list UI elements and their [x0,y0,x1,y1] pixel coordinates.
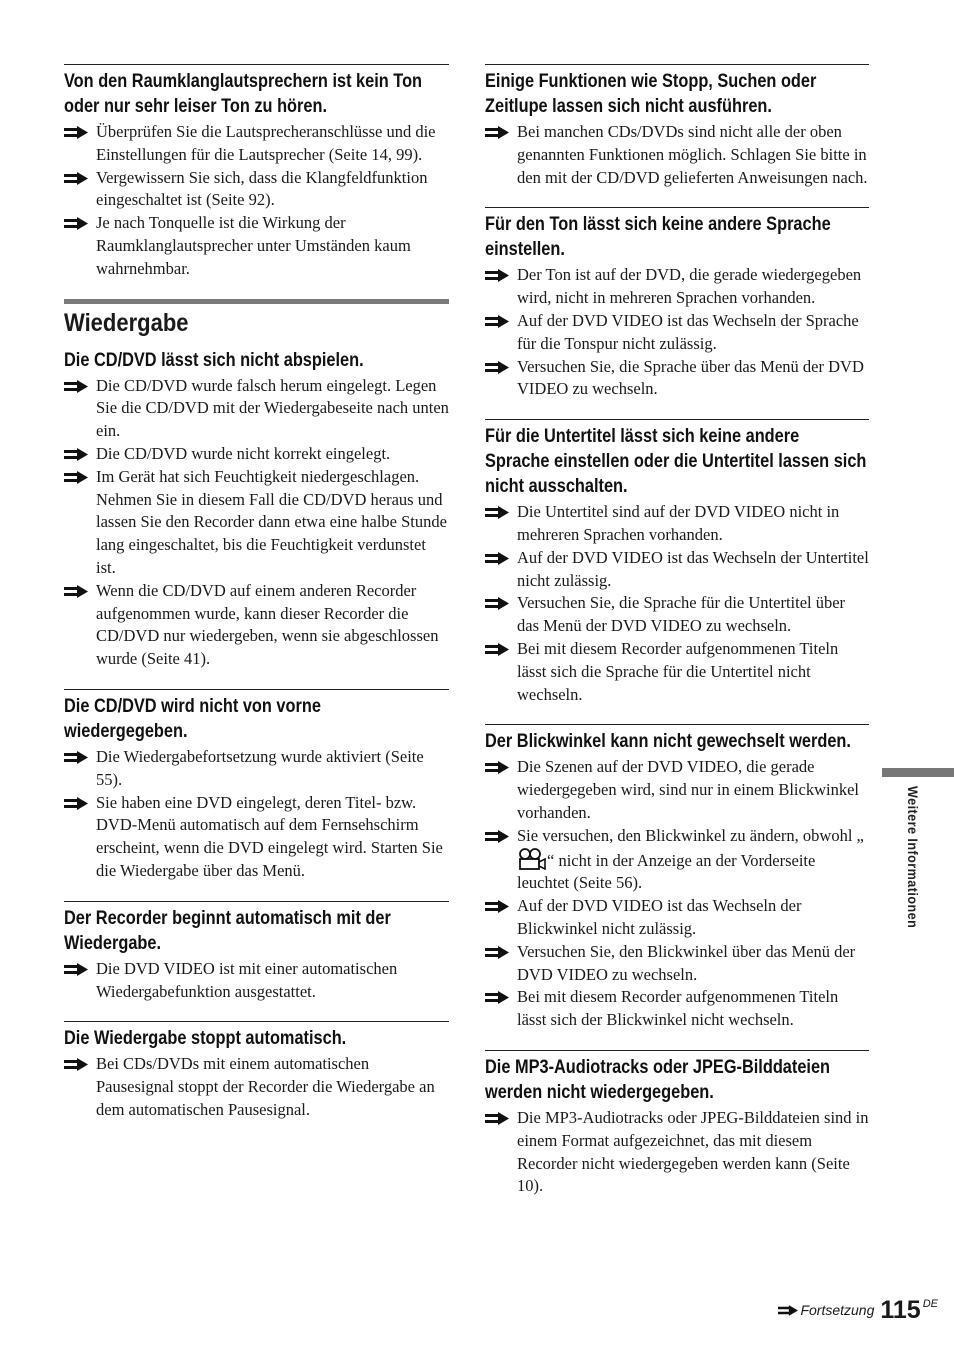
continuation-note [778,1302,874,1324]
item-list [64,746,449,883]
list-item [64,958,449,1004]
camera-icon [517,848,547,870]
item-text: Bei manchen CDs/DVDs sind nicht alle der oben genannten Funktionen möglich. Schlagen Sie bitte in den mit der CD/DVD gelieferten Anweisungen nach. [517,122,868,187]
list-item [485,592,869,638]
item-text: Versuchen Sie, die Sprache für die Untertitel über das Menü der DVD VIDEO zu wechseln. [517,593,846,636]
continue-label: Fortsetzung [800,1302,875,1318]
section-not-from-start [64,689,449,883]
section-heading: Die CD/DVD wird nicht von vorne wiedergegeben. [64,695,321,742]
section-heading: Für den Ton lässt sich keine andere Sprache einstellen. [485,214,831,261]
item-list [485,1107,869,1198]
list-item [64,212,449,280]
list-item [485,356,869,402]
item-text: Bei mit diesem Recorder aufgenommenen Titeln lässt sich der Blickwinkel nicht wechseln. [517,987,839,1030]
item-text: Bei mit diesem Recorder aufgenommenen Titeln lässt sich die Sprache für die Untertitel nicht wechseln. [517,638,839,704]
page-number: 115 [880,1296,921,1324]
item-list [485,501,869,706]
list-item [485,638,869,706]
arrow-icon [64,126,88,139]
arrow-icon [64,751,88,764]
item-text: Überprüfen Sie die Lautsprecheranschlüsse und die Einstellungen für die Lautsprecher (Seite 14, 99). [96,122,436,164]
section-heading: Der Recorder beginnt automatisch mit der Wiedergabe. [64,907,391,954]
arrow-icon [485,552,509,565]
item-text: Auf der DVD VIDEO ist das Wechseln der Sprache für die Tonspur nicht zulässig. [517,310,859,353]
item-text: Bei CDs/DVDs mit einem automatischen Pausesignal stoppt der Recorder die Wiedergabe an dem automatischen Pausesignal. [96,1054,435,1119]
arrow-icon [485,643,509,656]
item-list [64,958,449,1004]
list-item [485,121,869,189]
section-angle [485,724,869,1032]
item-text: Vergewissern Sie sich, dass die Klangfeldfunktion eingeschaltet ist (Seite 92). [96,167,428,210]
section-heading: Von den Raumklanglautsprechern ist kein Ton oder nur sehr leiser Ton zu hören. [64,71,423,117]
arrow-icon [485,126,509,139]
list-item [485,264,869,310]
arrow-icon [64,380,88,393]
arrow-icon [64,172,88,185]
arrow-icon [485,946,509,959]
section-heading: Die MP3-Audiotracks oder JPEG-Bilddateien werden nicht wiedergegeben. [485,1056,831,1103]
item-text: Die DVD VIDEO ist mit einer automatischen Wiedergabefunktion ausgestattet. [96,958,398,1001]
list-item [64,443,449,466]
list-item [485,547,869,593]
list-item [485,756,869,824]
section-audio-language [485,207,869,401]
item-text: Die Untertitel sind auf der DVD VIDEO nicht in mehreren Sprachen vorhanden. [517,502,840,544]
item-text: Versuchen Sie, den Blickwinkel über das Menü der DVD VIDEO zu wechseln. [517,941,856,984]
item-text: Je nach Tonquelle ist die Wirkung der Raumklanglautsprecher unter Umständen kaum wahrnehmbar. [96,213,411,278]
list-item [64,580,449,671]
section-mp3-jpeg [485,1050,869,1198]
section-heading: Der Blickwinkel kann nicht gewechselt werden. [485,731,851,753]
item-text-after: “ nicht in der Anzeige an der Vorderseite leuchtet (Seite 56). [517,850,816,893]
list-item [64,792,449,883]
item-text: Auf der DVD VIDEO ist das Wechseln der Untertitel nicht zulässig. [517,547,869,590]
item-text: Sie haben eine DVD eingelegt, deren Titel- bzw. DVD-Menü automatisch auf dem Fernsehschirm erscheint, wenn die DVD eingelegt wird. Starten Sie die Wiedergabe über das Menü. [96,792,443,880]
list-item [485,501,869,547]
section-heading: Einige Funktionen wie Stopp, Suchen oder Zeitlupe lassen sich nicht ausführen. [485,71,817,117]
side-tab-marker [882,768,954,777]
arrow-icon [485,269,509,282]
section-disc-not-playing [64,348,449,671]
list-item [64,375,449,443]
list-item [64,167,449,213]
item-text-before: Sie versuchen, den Blickwinkel zu ändern, obwohl „ [517,825,864,845]
item-list [485,121,869,189]
item-list [64,1053,449,1121]
section-subtitles [485,419,869,706]
chapter-title: Wiedergabe [64,308,189,337]
list-item [64,466,449,580]
arrow-icon [64,1058,88,1071]
item-list [485,756,869,1032]
list-item [64,1053,449,1121]
item-text: Auf der DVD VIDEO ist das Wechseln der Blickwinkel nicht zulässig. [517,896,802,938]
page-suffix: DE [922,1298,938,1310]
item-text: Die Wiedergabefortsetzung wurde aktiviert (Seite 55). [96,746,424,789]
arrow-icon [485,1112,509,1125]
section-heading: Die Wiedergabe stoppt automatisch. [64,1028,347,1050]
arrow-icon [485,991,509,1004]
item-text: Die CD/DVD wurde nicht korrekt eingelegt. [96,443,391,463]
arrow-icon [64,797,88,810]
list-item [485,310,869,356]
item-list [64,121,449,281]
arrow-icon [485,361,509,374]
arrow-icon [485,761,509,774]
arrow-icon [485,830,509,843]
arrow-icon [485,900,509,913]
chapter-header [64,299,449,338]
item-text: Der Ton ist auf der DVD, die gerade wiedergegeben wird, nicht in mehreren Sprachen vorhanden. [517,265,862,308]
section-auto-stop [64,1021,449,1121]
left-column [64,64,449,1140]
arrow-icon [64,963,88,976]
section-functions-unavailable [485,64,869,189]
section-surround-no-sound [64,64,449,281]
arrow-icon [64,217,88,230]
list-item [64,121,449,167]
item-text: Wenn die CD/DVD auf einem anderen Recorder aufgenommen wurde, kann dieser Recorder die CD/DVD nur wiedergeben, wenn sie abgeschlossen wurde (Seite 41). [96,580,439,669]
item-text: Im Gerät hat sich Feuchtigkeit niedergeschlagen. Nehmen Sie in diesem Fall die CD/DVD heraus und lassen Sie den Recorder dann etwa eine halbe Stunde lang eingeschaltet, bis die Feuchtigkeit verdunstet ist. [96,466,447,577]
arrow-icon [485,315,509,328]
list-item [485,1107,869,1198]
arrow-icon [64,448,88,461]
list-item [64,746,449,792]
item-text: Die Szenen auf der DVD VIDEO, die gerade wiedergegeben wird, sind nur in einem Blickwinkel vorhanden. [517,757,859,822]
section-auto-start [64,901,449,1004]
arrow-icon [485,597,509,610]
section-heading: Für die Untertitel lässt sich keine andere Sprache einstellen oder die Untertitel lassen sich nicht ausschalten. [485,426,867,498]
list-item [485,895,869,941]
item-list [64,375,449,671]
list-item [485,986,869,1032]
list-item [485,825,869,895]
item-text: Versuchen Sie, die Sprache über das Menü der DVD VIDEO zu wechseln. [517,356,864,399]
item-text: Die CD/DVD wurde falsch herum eingelegt. Legen Sie die CD/DVD mit der Wiedergabeseite nach unten ein. [96,375,449,441]
right-column [485,64,869,1216]
page-footer [778,1296,938,1324]
item-list [485,264,869,401]
arrow-icon [485,506,509,519]
item-text: Die MP3-Audiotracks oder JPEG-Bilddateien sind in einem Format aufgezeichnet, das mit diesem Recorder nicht wiedergegeben werden kann (Seite 10). [517,1107,869,1196]
arrow-icon [64,471,88,484]
section-heading: Die CD/DVD lässt sich nicht abspielen. [64,349,364,371]
arrow-icon [778,1305,798,1316]
arrow-icon [64,585,88,598]
side-tab-label: Weitere Informationen [905,786,921,929]
list-item [485,941,869,987]
